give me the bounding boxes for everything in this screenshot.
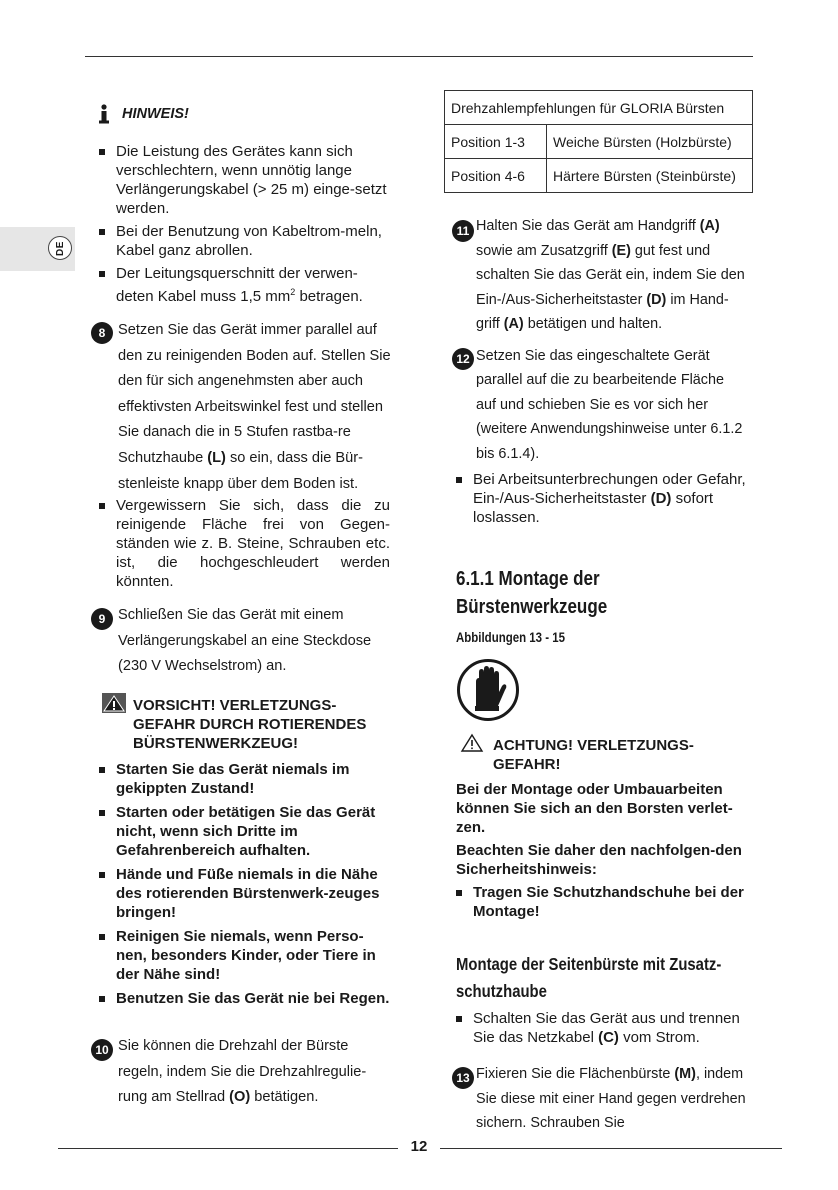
warning-outline-icon	[460, 733, 484, 758]
table-header: Drehzahlempfehlungen für GLORIA Bürsten	[445, 91, 753, 125]
vorsicht-list	[90, 760, 390, 1008]
subheading: Montage der Seitenbürste mit Zusatz-schutzhaube	[456, 954, 722, 1001]
warning-triangle-icon	[102, 693, 126, 718]
step-number-10: 10	[91, 1039, 113, 1061]
hinweis-title: HINWEIS!	[122, 106, 189, 122]
list-item: Starten oder betätigen Sie das Gerät nicht, wenn sich Dritte im Gefahrenbereich aufhalten.	[90, 803, 390, 860]
step-8-text: Setzen Sie das Gerät immer parallel auf den zu reinigenden Boden auf. Stellen Sie den für sich angenehmsten aber auch effektivsten Arbeitswinkel fest und stellen Sie danach die in 5 Stufen rastba-re Schutzhaube (L) so ein, dass die Bür-stenleiste knapp über dem Boden ist.	[118, 322, 391, 492]
list-item: Die Leistung des Gerätes kann sich verschlechtern, wenn unnötig lange Verlängerungskabel (> 25 m) einge-setzt werden.	[90, 142, 390, 218]
list-item: Bei der Benutzung von Kabeltrom-meln, Kabel ganz abrollen.	[90, 222, 390, 260]
table-row: Position 1-3 Weiche Bürsten (Holzbürste)	[445, 125, 753, 159]
figure-reference: Abbildungen 13 - 15	[456, 630, 566, 645]
list-item: Bei Arbeitsunterbrechungen oder Gefahr, Ein-/Aus-Sicherheitstaster (D) sofort loslassen.	[447, 470, 752, 527]
step-number-12: 12	[452, 348, 474, 370]
step-number-11: 11	[452, 220, 474, 242]
step-8-bullets	[90, 496, 390, 591]
step-12-text: Setzen Sie das eingeschaltete Gerät parallel auf die zu bearbeitende Fläche auf und schieben Sie es vor sich her (weitere Anwendungshinweise unter 6.1.2 bis 6.1.4).	[476, 348, 743, 462]
list-item: Der Leitungsquerschnitt der verwen-deten Kabel muss 1,5 $mm^2$ betragen.	[90, 264, 390, 306]
list-item: Tragen Sie Schutzhandschuhe bei der Montage!	[447, 883, 747, 921]
achtung-list	[447, 883, 747, 921]
list-item: Starten Sie das Gerät niemals im gekippten Zustand!	[90, 760, 390, 798]
unplug-list	[447, 1009, 752, 1047]
footer-rule-left	[58, 1148, 398, 1149]
list-item: Schalten Sie das Gerät aus und trennen Sie das Netzkabel (C) vom Strom.	[447, 1009, 752, 1047]
achtung-text: Bei der Montage oder Umbauarbeiten können Sie sich an den Borsten verlet-zen.	[456, 781, 733, 836]
list-item: Hände und Füße niemals in die Nähe des rotierenden Bürstenwerk-zeuges bringen!	[90, 865, 390, 922]
section-title: 6.1.1 Montage der Bürstenwerkzeuge	[456, 568, 608, 618]
footer-rule-right	[440, 1148, 782, 1149]
hinweis-heading	[98, 104, 189, 124]
list-item: Reinigen Sie niemals, wenn Perso-nen, besonders Kinder, oder Tiere in der Nähe sind!	[90, 927, 390, 984]
vorsicht-title: VORSICHT! VERLETZUNGS-GEFAHR DURCH ROTIERENDES BÜRSTENWERKZEUG!	[133, 697, 367, 752]
step-11-text: Halten Sie das Gerät am Handgriff (A) sowie am Zusatzgriff (E) gut fest und schalten Sie das Gerät ein, indem Sie den Ein-/Aus-Sicherheitstaster (D) im Hand-griff (A) betätigen und halten.	[476, 218, 745, 333]
step-number-8: 8	[91, 322, 113, 344]
step-9-text: Schließen Sie das Gerät mit einem Verlängerungskabel an eine Steckdose (230 V Wechselstrom) an.	[118, 607, 372, 675]
step-13-text: Fixieren Sie die Flächenbürste (M), indem Sie diese mit einer Hand gegen verdrehen sichern. Schrauben Sie	[476, 1066, 746, 1132]
step-12-bullets	[447, 470, 752, 527]
language-badge: DE	[48, 236, 72, 260]
achtung-note: Beachten Sie daher den nachfolgen-den Sicherheitshinweis:	[456, 842, 742, 878]
protective-gloves-icon	[456, 658, 520, 727]
top-rule	[85, 56, 753, 57]
list-item: Benutzen Sie das Gerät nie bei Regen.	[90, 989, 390, 1008]
speed-recommendation-table	[444, 90, 753, 193]
step-number-13: 13	[452, 1067, 474, 1089]
list-item: Vergewissern Sie sich, dass die zu reinigende Fläche frei von Gegen-ständen wie z. B. Steine, Schrauben etc. ist, die hochgeschleudert werden könnten.	[90, 496, 390, 591]
step-number-9: 9	[91, 608, 113, 630]
table-row: Position 4-6 Härtere Bürsten (Steinbürste)	[445, 159, 753, 193]
hinweis-list	[90, 142, 390, 306]
info-icon	[98, 104, 110, 124]
step-10-text: Sie können die Drehzahl der Bürste regeln, indem Sie die Drehzahlregulie-rung am Stellrad (O) betätigen.	[118, 1038, 367, 1106]
page-number: 12	[410, 1138, 428, 1155]
achtung-title: ACHTUNG! VERLETZUNGS-GEFAHR!	[493, 737, 694, 773]
